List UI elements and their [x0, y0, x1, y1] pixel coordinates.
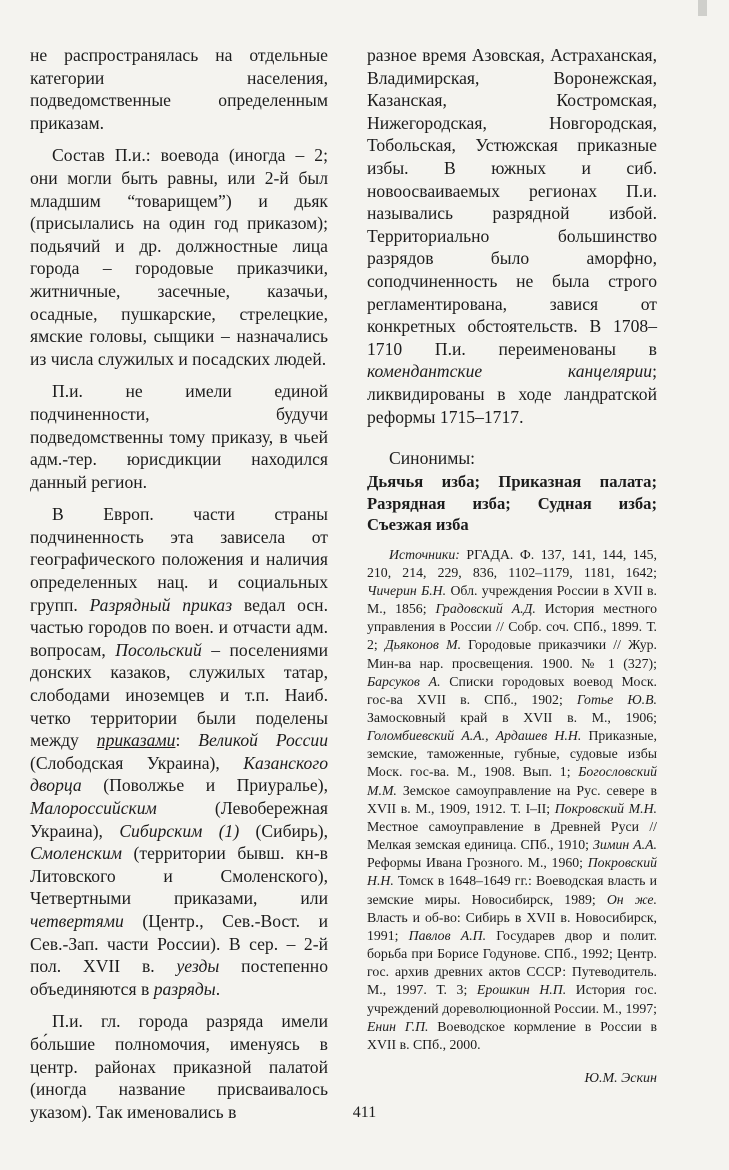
text-run: – поселениями донских казаков, служилых татар, слободами иноземцев и т.п. Наиб. четко территории были поделены между — [30, 639, 328, 751]
author-signature: Ю.М. Эскин — [584, 1070, 657, 1086]
sources-paragraph — [367, 546, 657, 1054]
text-run: Власть и об-во: Сибирь в XVII в. Новосибирск, 1991; — [367, 909, 657, 943]
text-run: : — [175, 730, 199, 751]
right-column — [367, 44, 657, 1087]
synonyms-list: Дьячья изба; Приказная палата; Разрядная изба; Судная изба; Съезжая изба — [367, 472, 657, 535]
text-run: Готье Ю.В. — [576, 691, 657, 707]
text-run: (Поволжье и Приуралье), — [81, 775, 328, 796]
text-run: Покровский М.Н. — [554, 800, 657, 816]
text-run: Воеводское кормление в России в XVII в. СПб., 2000. — [367, 1018, 658, 1052]
text-run: Томск в 1648–1649 гг.: Воеводская власть и земские миры. Новосибирск, 1989; — [367, 873, 657, 907]
text-run: Реформы Ивана Грозного. М., 1960; — [367, 855, 588, 871]
paragraph — [30, 44, 328, 134]
text-run: РГАДА. Ф. 137, 141, 144, 145, 210, 214, 229, 836, 1102–1179, 1181, 1642; — [367, 546, 657, 580]
margin-mark — [698, 0, 707, 16]
text-run: Чичерин Б.Н. — [367, 582, 447, 598]
paragraph — [30, 503, 328, 1000]
left-column-text — [30, 44, 328, 1123]
page-number: 411 — [352, 1104, 377, 1121]
text-run: уезды — [176, 956, 220, 977]
text-run: Покровский Н.Н. — [367, 855, 657, 889]
text-run: Великой России — [198, 730, 328, 751]
text-run: (Слободская Украина), — [30, 752, 244, 773]
text-run: . — [215, 978, 221, 999]
text-run: Городовые приказчики // Жур. Мин-ва нар. просвещения. 1900. № 1 (327); — [367, 637, 658, 671]
paragraph — [367, 44, 657, 428]
text-run: Государев двор и полит. борьба при Борисе Годунове. СПб., 1992; Центр. гос. архив древних актов СССР: Путеводитель. М., 1997. Т. 3; — [367, 927, 657, 998]
text-run: Разрядный приказ — [89, 594, 233, 615]
text-run: Списки городовых воевод Моск. гос-ва XVII в. СПб., 1902; — [367, 673, 657, 707]
text-run: Енин Г.П. — [367, 1018, 429, 1034]
text-run: ; ликвидированы в ходе ландратской реформы 1715–1717. — [367, 361, 657, 427]
text-run: Смоленским — [30, 843, 123, 864]
text-run: Источники: — [389, 546, 460, 562]
text-run: разное время Азовская, Астраханская, Владимирская, Воронежская, Казанская, Костромская, Нижегородская, Новгородская, Тобольская, Устюжская приказные избы. В южных и сиб. новоосваиваемых регионах П.и. назывались разрядной избой. Территориально большинство разрядов было аморфно, соподчиненность не была строго регламентирована, завися от конкретных обстоятельств. В 1708–1710 П.и. переименованы в — [367, 45, 657, 359]
text-run: Богословский М.М. — [367, 764, 657, 798]
text-run: разряды — [153, 978, 216, 999]
paragraph — [30, 144, 328, 370]
synonyms-heading: Синонимы: — [389, 448, 476, 469]
text-run: Дьяконов М. — [384, 637, 462, 653]
text-run: (Сибирь), — [239, 820, 329, 841]
text-run: Земское самоуправление на Рус. севере в XVII в. М., 1909, 1912. Т. I–II; — [367, 782, 657, 816]
text-run: Градовский А.Д. — [435, 601, 536, 617]
text-run: П.и. гл. города разряда имели бо́льшие полномочия, именуясь в центр. районах приказной палатой (иногда название присваивалось указом). Так именовались в — [30, 1011, 328, 1122]
text-run: приказами — [96, 730, 176, 751]
text-run: ведал осн. частью городов по воен. и отчасти адм. вопросам, — [30, 594, 328, 660]
text-run: Барсуков А. — [367, 673, 441, 689]
text-run: Он же. — [606, 891, 657, 907]
text-run: В Европ. части страны подчиненность эта зависела от географического положения и наличия определенных нац. и социальных групп. — [30, 504, 328, 615]
text-run: История гос. учреждений дореволюционной России. М., 1997; — [367, 982, 657, 1016]
text-run: (Центр., Сев.-Вост. и Сев.-Зап. части России). В сер. – 2-й пол. XVII в. — [30, 910, 328, 977]
text-run: Обл. учреждения России в XVII в. М., 1856; — [367, 582, 658, 617]
text-run: Ерошкин Н.П. — [476, 982, 567, 998]
text-run: Состав П.и.: воевода (иногда – 2; они могли быть равны, или 2-й был младшим “товарищем”) и дьяк (присылались на один год приказом); подьячий и др. должностные лица города – городовые приказчики, житничные, засечные, казачьи, осадные, пушкарские, стрелецкие, ямские головы, сыщики – назначались из числа служилых и посадских людей. — [30, 145, 328, 369]
text-run: (Левобережная Украина), — [30, 798, 328, 841]
text-run: Казанского дворца — [30, 752, 328, 796]
right-column-text — [367, 44, 657, 428]
text-run: Павлов А.П. — [408, 927, 487, 943]
text-run: постепенно объединяются в — [30, 956, 328, 999]
text-run: Замосковный край в XVII в. М., 1906; — [367, 710, 657, 725]
text-run: (территории бывш. кн-в Литовского и Смоленского), Четвертными приказами, или — [30, 843, 328, 909]
text-run: комендантские канцелярии — [367, 361, 653, 382]
paragraph — [30, 380, 328, 493]
text-run: Местное самоуправление в Древней Руси // Мелкая земская единица. СПб., 1910; — [367, 818, 657, 853]
text-run: П.и. не имели единой подчиненности, будучи подведомственны тому приказу, в чьей адм.-тер. юрисдикции находился данный регион. — [30, 381, 328, 492]
text-run: четвертями — [30, 910, 124, 931]
text-run: Зимин А.А. — [592, 837, 658, 853]
text-run: Посольский — [115, 639, 202, 660]
left-column — [30, 44, 328, 1133]
text-run: История местного управления в России // Собр. соч. СПб., 1899. Т. 2; — [367, 601, 657, 653]
text-run: не распространялась на отдельные категории населения, подведомственные определенным приказам. — [30, 45, 328, 133]
text-run: Сибирским (1) — [119, 820, 240, 841]
text-run: Приказные, земские, таможенные, губные, судовые избы Моск. гос-ва. М., 1908. Вып. 1; — [367, 728, 657, 780]
text-run: Голомбиевский А.А., Ардашев Н.Н. — [367, 728, 582, 744]
text-run: Малороссийским — [30, 798, 157, 818]
